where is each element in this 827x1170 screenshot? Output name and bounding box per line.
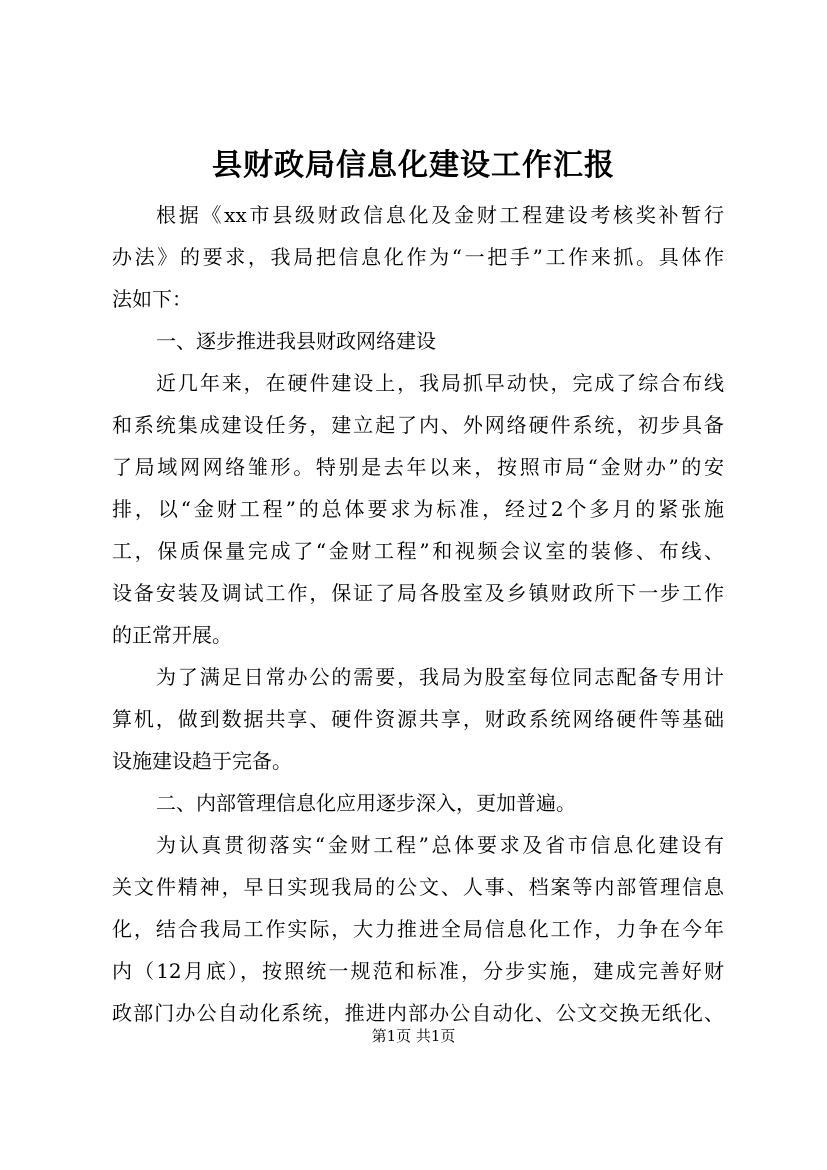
body-line: 了局域网网络雏形。特别是去年以来，按照市局“金财办”的安 <box>112 455 724 479</box>
body-line: 内（12月底），按照统一规范和标准，分步实施，建成完善好财 <box>112 959 724 983</box>
body-line: 设备安装及调试工作，保证了局各股室及乡镇财政所下一步工作 <box>112 581 724 605</box>
body-line: 二、内部管理信息化应用逐步深入，更加普遍。 <box>156 791 576 815</box>
body-line: 法如下： <box>112 287 192 311</box>
body-line: 根据《xx市县级财政信息化及金财工程建设考核奖补暂行 <box>156 203 724 227</box>
body-line: 化，结合我局工作实际，大力推进全局信息化工作，力争在今年 <box>112 917 724 941</box>
body-line: 一、逐步推进我县财政网络建设 <box>156 329 436 353</box>
body-line: 为认真贯彻落实“金财工程”总体要求及省市信息化建设有 <box>156 833 724 857</box>
body-line: 近几年来，在硬件建设上，我局抓早动快，完成了综合布线 <box>156 371 724 395</box>
document-title: 县财政局信息化建设工作汇报 <box>212 148 615 183</box>
body-line: 关文件精神，早日实现我局的公文、人事、档案等内部管理信息 <box>112 875 724 899</box>
body-line: 设施建设趋于完备。 <box>112 749 292 773</box>
body-line: 工，保质保量完成了“金财工程”和视频会议室的装修、布线、 <box>112 539 724 563</box>
document-body <box>112 194 724 1034</box>
body-line: 办法》的要求，我局把信息化作为“一把手”工作来抓。具体作 <box>112 245 724 269</box>
body-line: 政部门办公自动化系统，推进内部办公自动化、公文交换无纸化、 <box>112 1001 724 1025</box>
body-line: 算机，做到数据共享、硬件资源共享，财政系统网络硬件等基础 <box>112 707 724 731</box>
body-line: 和系统集成建设任务，建立起了内、外网络硬件系统，初步具备 <box>112 413 724 437</box>
body-line: 为了满足日常办公的需要，我局为股室每位同志配备专用计 <box>156 665 724 689</box>
body-line: 的正常开展。 <box>112 623 232 647</box>
page-footer: 第1页 共1页 <box>371 1027 456 1045</box>
body-line: 排，以“金财工程”的总体要求为标准，经过2个多月的紧张施 <box>112 497 724 521</box>
